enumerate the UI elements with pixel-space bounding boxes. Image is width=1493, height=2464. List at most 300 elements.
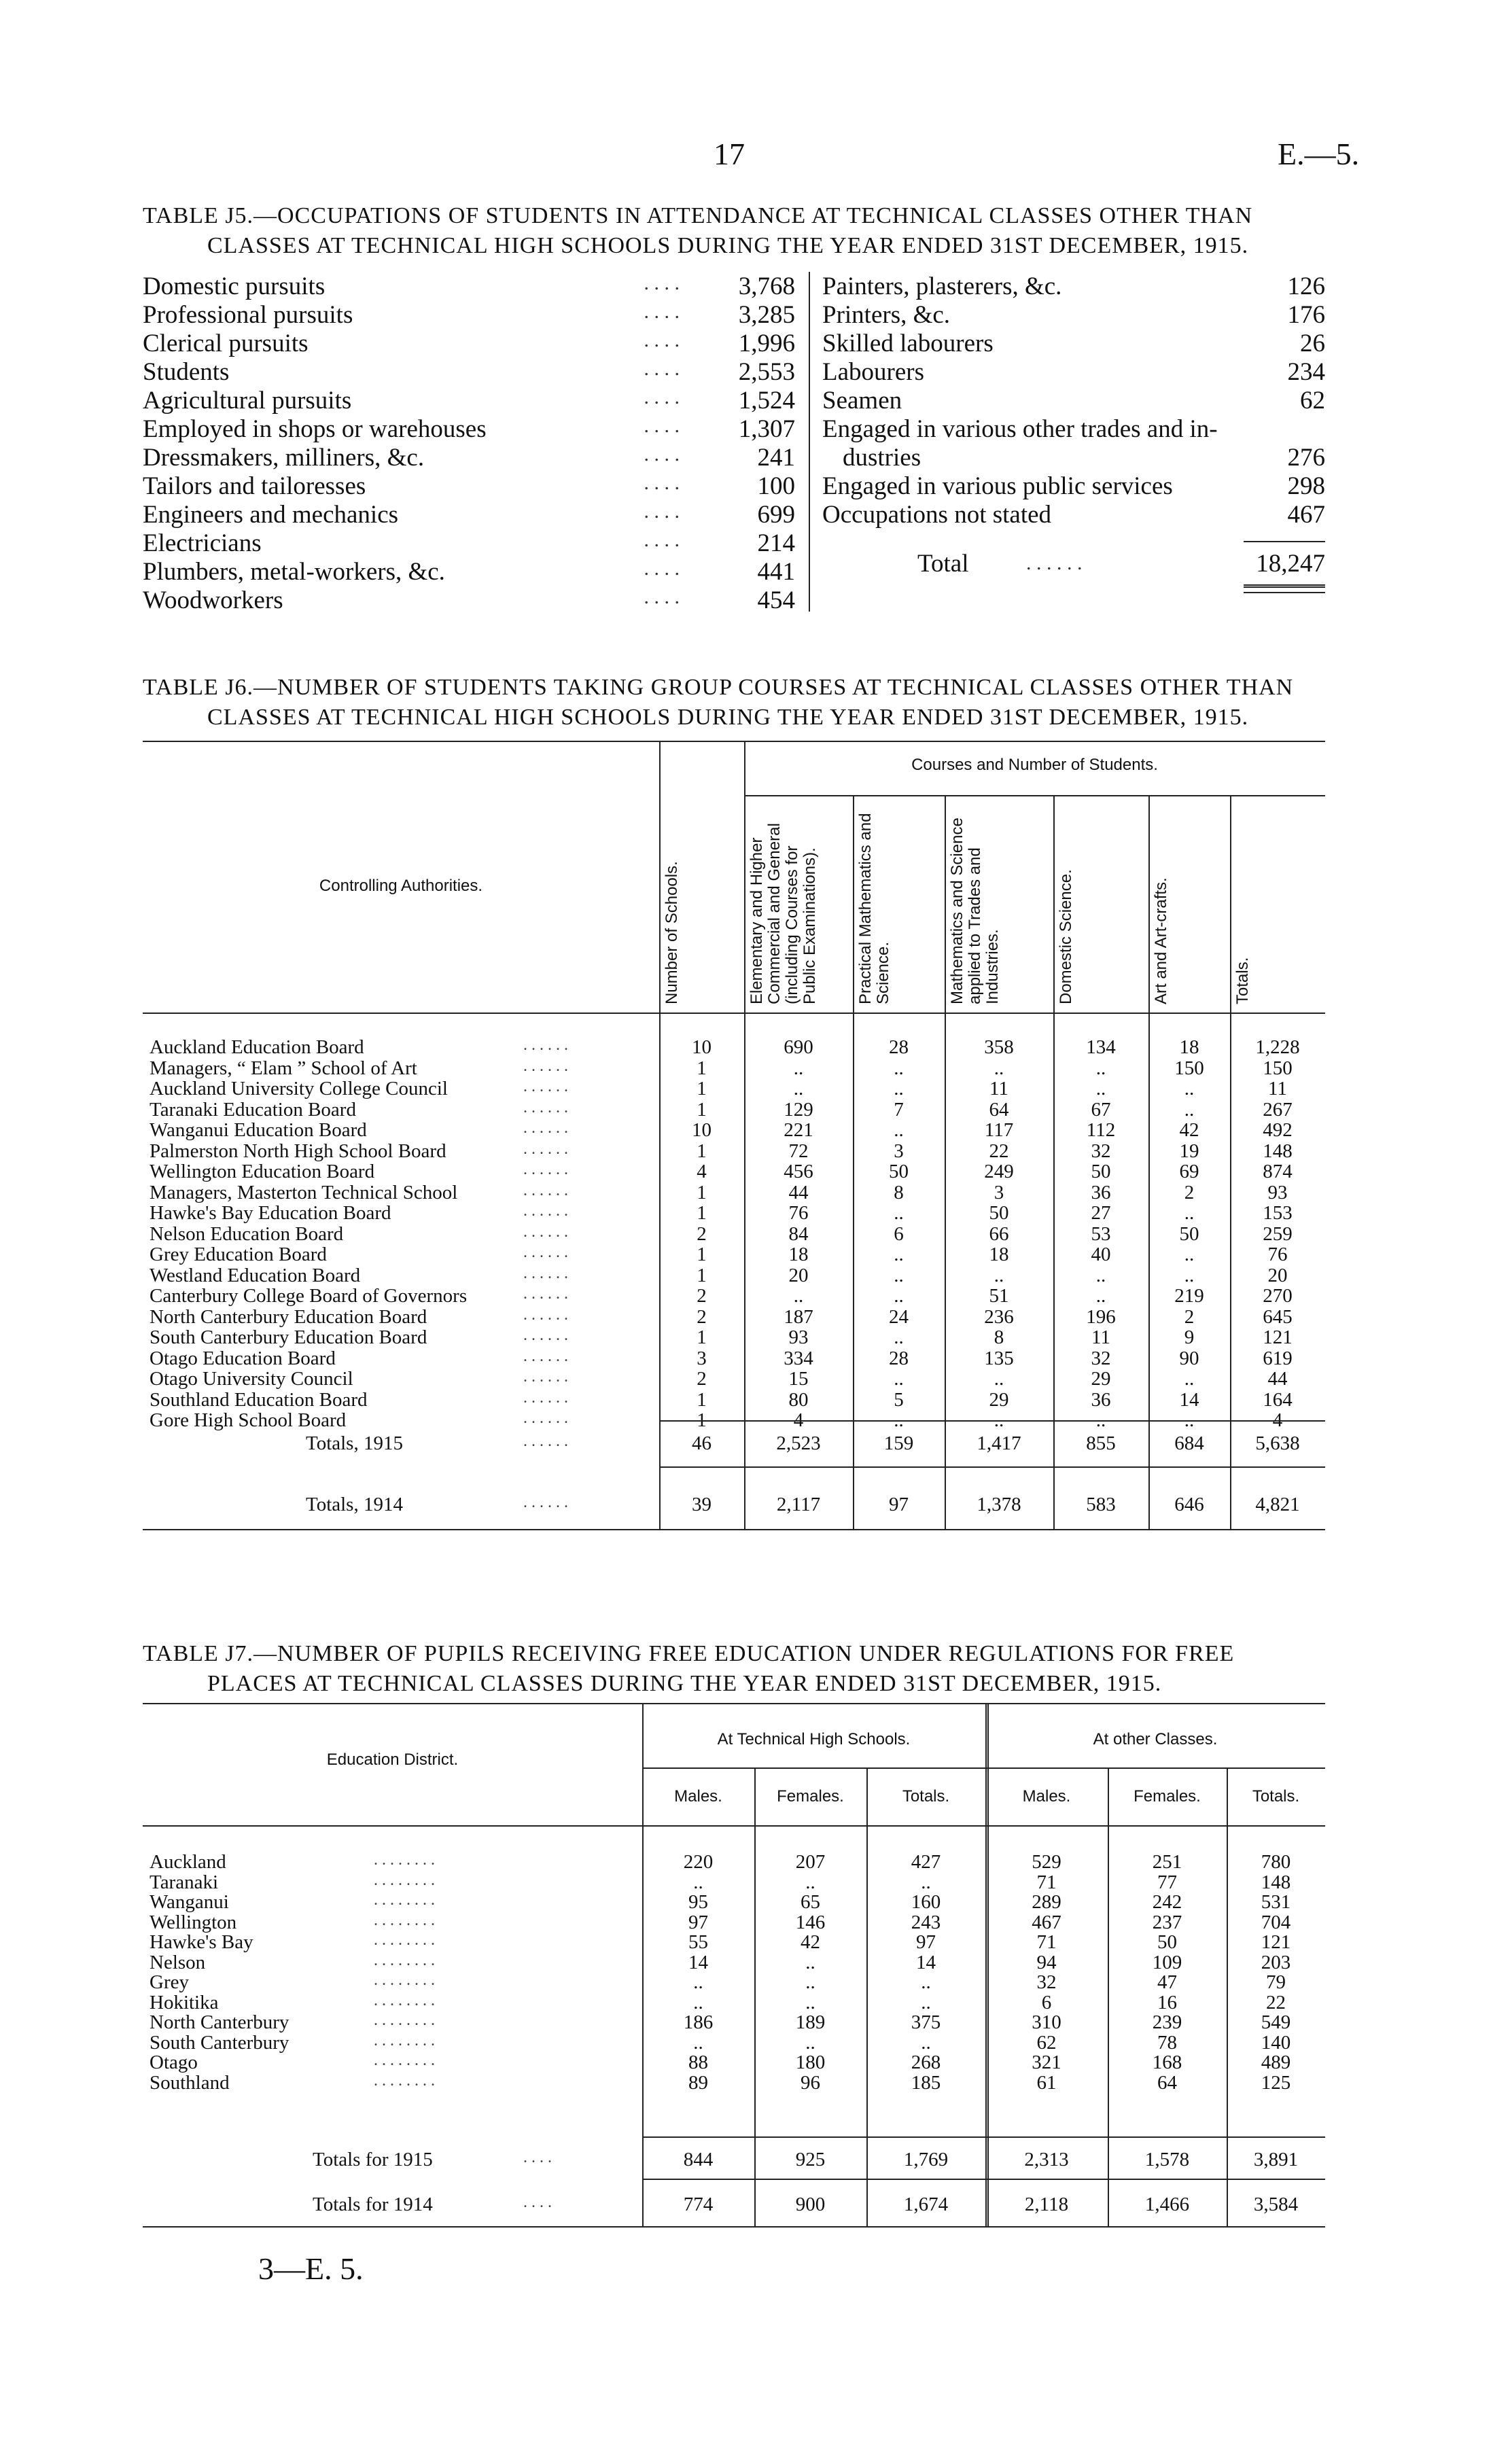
- j7-row-value: 375: [911, 2011, 941, 2033]
- j7-totals-1915-value: 2,313: [1024, 2149, 1069, 2170]
- footer-signature: 3—E. 5.: [258, 2251, 364, 2286]
- j5-left-dots: . . . .: [644, 500, 680, 523]
- j7-totals-1915-value: 925: [795, 2149, 826, 2170]
- j6-row-value: ..: [994, 1264, 1004, 1286]
- j6-row-dots: . . . . . .: [523, 1388, 568, 1407]
- j5-left-label: Plumbers, metal-workers, &c.: [143, 558, 445, 586]
- j7-row-district: South Canterbury: [150, 2031, 289, 2054]
- j5-left-dots: . . . .: [644, 415, 680, 437]
- j6-row-value: 2: [697, 1222, 707, 1245]
- j7-row-value: 146: [795, 1911, 826, 1933]
- j7-caption-line2: PLACES AT TECHNICAL CLASSES DURING THE YEAR ENDED 31ST DECEMBER, 1915.: [207, 1671, 1162, 1696]
- j6-row-value: ..: [1184, 1244, 1195, 1265]
- j6-col-totals: Totals.: [1233, 957, 1252, 1004]
- j7-row-value: ..: [693, 1971, 703, 1993]
- j6-row-dots: . . . . . .: [523, 1409, 568, 1427]
- j6-row-value: 492: [1263, 1119, 1293, 1141]
- j7-row-value: 321: [1032, 2052, 1061, 2073]
- j7-sub-vline: [1108, 1767, 1109, 1825]
- j7-totals-1915-value: 1,578: [1144, 2149, 1190, 2170]
- j6-header-vline: [1148, 795, 1150, 1013]
- j5-caption: [143, 201, 1325, 261]
- j6-row-value: 153: [1263, 1202, 1293, 1224]
- j7-row-value: ..: [921, 1991, 931, 2013]
- j7-row-value: 189: [795, 2011, 826, 2033]
- j6-row-value: 187: [784, 1305, 813, 1328]
- j6-row-value: 121: [1263, 1326, 1293, 1348]
- j6-row-value: ..: [1184, 1202, 1195, 1224]
- j5-left-dots: . . . .: [644, 272, 680, 294]
- j5-right-value: 62: [1300, 387, 1325, 415]
- j7-mid-rule: [642, 2179, 1325, 2180]
- j6-totals-1914-value: 646: [1174, 1494, 1204, 1515]
- j7-row-value: 186: [683, 2011, 714, 2033]
- j6-row-value: 1: [697, 1098, 707, 1121]
- j6-totals-1914-value: 39: [692, 1494, 712, 1515]
- j7-totals-1915-label: Totals for 1915: [313, 2149, 433, 2170]
- j5-right-label: dustries: [843, 444, 921, 472]
- j6-row-value: ..: [1095, 1264, 1106, 1286]
- j7-row-district: Taranaki: [150, 1871, 219, 1893]
- j7-row-value: 65: [801, 1891, 820, 1913]
- j7-row-value: 489: [1261, 2052, 1291, 2073]
- j6-row-value: 4: [1272, 1409, 1283, 1431]
- j6-row-dots: . . . . . .: [523, 1368, 568, 1386]
- j7-row-value: 160: [911, 1891, 941, 1913]
- j7-row-value: 203: [1261, 1951, 1291, 1973]
- j6-row-value: 1: [697, 1264, 707, 1286]
- j7-totals-1914-label: Totals for 1914: [313, 2194, 433, 2215]
- j6-row-value: 8: [894, 1181, 904, 1203]
- j6-row-value: ..: [793, 1057, 804, 1079]
- j7-totals-1914-value: 3,584: [1253, 2194, 1299, 2215]
- j6-row-dots: . . . . . .: [523, 1078, 568, 1095]
- j6-row-authority: Otago University Council: [150, 1368, 353, 1390]
- j7-totals-1915-dots: . . . .: [523, 2149, 552, 2166]
- j7-row-value: 140: [1261, 2031, 1291, 2054]
- j6-col-schools: Number of Schools.: [663, 861, 681, 1004]
- j7-header-vline: [642, 1703, 644, 1825]
- j6-row-value: 10: [692, 1119, 712, 1141]
- j6-header-vline: [853, 795, 854, 1013]
- j6-row-value: 53: [1091, 1222, 1111, 1245]
- j7-row-value: 121: [1261, 1931, 1291, 1953]
- j6-row-value: 267: [1263, 1098, 1293, 1121]
- j5-left-dots: . . . .: [644, 329, 680, 351]
- j6-row-value: ..: [1184, 1098, 1195, 1121]
- j7-totals-1914-value: 1,466: [1144, 2194, 1190, 2215]
- j5-left-dots: . . . .: [644, 586, 680, 608]
- j6-row-value: ..: [1184, 1409, 1195, 1431]
- j6-caption-line1: TABLE J6.—NUMBER OF STUDENTS TAKING GROUP COURSES AT TECHNICAL CLASSES OTHER THAN: [143, 675, 1294, 700]
- j6-row-value: 29: [989, 1388, 1009, 1411]
- j5-left-dots: . . . .: [644, 443, 680, 465]
- j6-row-value: 1: [697, 1388, 707, 1411]
- j6-row-value: 22: [989, 1140, 1009, 1162]
- j6-row-dots: . . . . . .: [523, 1305, 568, 1324]
- j5-caption-line1: TABLE J5.—OCCUPATIONS OF STUDENTS IN ATTENDANCE AT TECHNICAL CLASSES OTHER THAN: [143, 203, 1253, 228]
- j6-row-value: 90: [1179, 1347, 1199, 1369]
- j6-row-dots: . . . . . .: [523, 1057, 568, 1075]
- j7-row-value: ..: [693, 1871, 703, 1893]
- j6-row-value: 50: [1179, 1222, 1199, 1245]
- j6-row-value: 40: [1091, 1244, 1111, 1265]
- j6-row-value: 270: [1263, 1285, 1293, 1307]
- j6-row-value: 196: [1086, 1305, 1116, 1328]
- j6-row-value: 18: [788, 1244, 809, 1265]
- j7-row-dots: . . . . . . . .: [374, 1951, 435, 1969]
- j5-total-value: 18,247: [1256, 550, 1325, 578]
- j7-totals-rule: [642, 2136, 1325, 2138]
- j5-left-label: Tailors and tailoresses: [143, 472, 366, 500]
- j7-row-value: 95: [688, 1891, 708, 1913]
- j6-row-value: 690: [784, 1036, 813, 1058]
- j6-totals-1914-value: 1,378: [977, 1494, 1021, 1515]
- j6-col-art: Art and Art-crafts.: [1152, 877, 1170, 1004]
- j5-left-value: 1,524: [738, 387, 795, 415]
- j5-right-label: Labourers: [822, 358, 924, 386]
- j6-totals-rule: [659, 1420, 1325, 1422]
- j7-caption-line1: TABLE J7.—NUMBER OF PUPILS RECEIVING FREE EDUCATION UNDER REGULATIONS FOR FREE: [143, 1641, 1235, 1666]
- j6-row-value: 42: [1179, 1119, 1199, 1141]
- j6-row-value: 4: [697, 1161, 707, 1182]
- j7-totals-1915-value: 844: [683, 2149, 714, 2170]
- j7-row-value: 148: [1261, 1871, 1291, 1893]
- j6-row-value: 14: [1179, 1388, 1199, 1411]
- j7-row-value: 47: [1157, 1971, 1177, 1993]
- j6-row-value: 9: [1184, 1326, 1195, 1348]
- j7-row-value: 6: [1041, 1991, 1052, 2013]
- j6-row-value: 27: [1091, 1202, 1111, 1224]
- j7-totals-1915-value: 3,891: [1253, 2149, 1299, 2170]
- j5-right-value: 126: [1287, 272, 1325, 300]
- j6-row-value: 72: [788, 1140, 809, 1162]
- j6-row-authority: Canterbury College Board of Governors: [150, 1285, 468, 1307]
- j7-row-value: 467: [1032, 1911, 1061, 1933]
- j6-row-value: 1: [697, 1140, 707, 1162]
- j5-total-dots: . . . . . .: [1026, 552, 1083, 574]
- j6-row-value: ..: [994, 1057, 1004, 1079]
- j6-row-authority: South Canterbury Education Board: [150, 1326, 427, 1348]
- j5-right-value: 234: [1287, 358, 1325, 386]
- j6-row-value: 3: [994, 1181, 1004, 1203]
- j7-row-value: 239: [1152, 2011, 1182, 2033]
- j7-row-value: 64: [1157, 2071, 1177, 2094]
- j6-row-authority: Otago Education Board: [150, 1347, 336, 1369]
- j5-left-label: Agricultural pursuits: [143, 387, 352, 415]
- j6-row-value: ..: [894, 1057, 904, 1079]
- j5-left-dots: . . . .: [644, 472, 680, 494]
- j5-left-label: Engineers and mechanics: [143, 501, 399, 529]
- j6-row-value: 1: [697, 1326, 707, 1348]
- j6-row-dots: . . . . . .: [523, 1181, 568, 1199]
- j5-right-label: Seamen: [822, 387, 902, 415]
- j7-row-value: 94: [1036, 1951, 1057, 1973]
- j6-col-authority: Controlling Authorities.: [319, 877, 483, 895]
- document-code: E.—5.: [1278, 137, 1360, 171]
- page-number: 17: [714, 137, 745, 171]
- j6-row-dots: . . . . . .: [523, 1264, 568, 1282]
- j6-row-value: 1,228: [1255, 1036, 1300, 1058]
- j6-row-dots: . . . . . .: [523, 1098, 568, 1116]
- j6-row-value: 2: [1184, 1181, 1195, 1203]
- j6-row-value: 32: [1091, 1140, 1111, 1162]
- j6-row-authority: Westland Education Board: [150, 1264, 361, 1286]
- j7-row-dots: . . . . . . . .: [374, 1911, 435, 1929]
- j6-row-value: 1: [697, 1244, 707, 1265]
- j6-row-value: 1: [697, 1078, 707, 1099]
- j7-group-rule: [642, 1767, 1325, 1769]
- j6-row-value: ..: [894, 1244, 904, 1265]
- j6-row-value: 2: [697, 1285, 707, 1307]
- j6-row-value: 50: [1091, 1161, 1111, 1182]
- j7-row-value: ..: [805, 1951, 815, 1973]
- j7-row-district: North Canterbury: [150, 2011, 289, 2033]
- j5-table: [143, 272, 1325, 612]
- j6-row-value: ..: [1095, 1057, 1106, 1079]
- j6-row-value: ..: [1184, 1368, 1195, 1390]
- j5-left-label: Electricians: [143, 529, 262, 557]
- j6-header-vline: [1230, 795, 1231, 1013]
- j7-header-bottom-rule: [143, 1825, 1325, 1827]
- j7-row-value: ..: [805, 2031, 815, 2054]
- j6-row-value: 150: [1263, 1057, 1293, 1079]
- j5-total-label: Total: [917, 550, 969, 578]
- j6-row-value: 84: [788, 1222, 809, 1245]
- j7-row-dots: . . . . . . . .: [374, 2071, 435, 2090]
- j6-header-vline: [659, 741, 661, 1013]
- j6-row-dots: . . . . . .: [523, 1119, 568, 1137]
- j5-left-value: 214: [757, 529, 795, 557]
- j6-row-value: 11: [989, 1078, 1008, 1099]
- j5-left-value: 100: [757, 472, 795, 500]
- j6-row-value: 15: [788, 1368, 809, 1390]
- j7-row-value: 97: [688, 1911, 708, 1933]
- j7-row-dots: . . . . . . . .: [374, 2011, 435, 2029]
- j6-row-value: ..: [894, 1264, 904, 1286]
- j6-row-value: 93: [788, 1326, 809, 1348]
- j6-row-authority: Wanganui Education Board: [150, 1119, 367, 1141]
- j5-left-label: Dressmakers, milliners, &c.: [143, 444, 425, 472]
- j7-row-dots: . . . . . . . .: [374, 1871, 435, 1889]
- j5-left-label: Employed in shops or warehouses: [143, 415, 487, 443]
- j6-group-header: Courses and Number of Students.: [911, 756, 1158, 774]
- j5-left-value: 1,307: [738, 415, 795, 443]
- j6-row-value: 50: [889, 1161, 909, 1182]
- j6-row-value: ..: [793, 1078, 804, 1099]
- j6-row-value: ..: [1095, 1409, 1106, 1431]
- j6-row-value: ..: [1095, 1078, 1106, 1099]
- j5-total-rule: [1244, 541, 1325, 542]
- j7-row-dots: . . . . . . . .: [374, 1971, 435, 1989]
- j6-row-value: ..: [994, 1368, 1004, 1390]
- j6-row-value: 619: [1263, 1347, 1293, 1369]
- j6-row-value: 164: [1263, 1388, 1293, 1411]
- j7-table: [143, 1703, 1325, 2247]
- j6-row-value: 112: [1086, 1119, 1116, 1141]
- j7-totals-1915-value: 1,769: [903, 2149, 949, 2170]
- j6-totals-1914-dots: . . . . . .: [523, 1494, 568, 1511]
- j6-row-value: 67: [1091, 1098, 1111, 1121]
- j6-row-value: 76: [788, 1202, 809, 1224]
- j5-right-value: 276: [1287, 444, 1325, 472]
- j7-group2-header: At other Classes.: [1093, 1730, 1218, 1748]
- j6-totals-1915-value: 1,417: [977, 1432, 1021, 1454]
- j5-left-value: 241: [757, 444, 795, 472]
- j6-row-authority: Palmerston North High School Board: [150, 1140, 446, 1162]
- j7-bottom-rule: [143, 2226, 1325, 2228]
- j7-sub-header: Males.: [1022, 1787, 1071, 1806]
- j6-col-elementary: Elementary and Higher Commercial and General (including Courses for Public Examinations).: [748, 823, 819, 1004]
- j6-row-value: 6: [894, 1222, 904, 1245]
- j7-row-value: 71: [1036, 1871, 1057, 1893]
- j5-right-label: Engaged in various public services: [822, 472, 1173, 500]
- j7-row-value: 50: [1157, 1931, 1177, 1953]
- j7-row-value: 16: [1157, 1991, 1177, 2013]
- j5-left-value: 1,996: [738, 330, 795, 357]
- j5-right-value: 26: [1300, 330, 1325, 357]
- j7-sub-vline: [866, 1767, 868, 1825]
- j7-sub-header: Females.: [777, 1787, 844, 1806]
- j5-left-label: Students: [143, 358, 230, 386]
- j7-row-dots: . . . . . . . .: [374, 1991, 435, 2009]
- j7-row-district: Hawke's Bay: [150, 1931, 253, 1953]
- j6-col-domestic: Domestic Science.: [1057, 869, 1075, 1004]
- j6-row-value: 1: [697, 1409, 707, 1431]
- j7-row-value: 109: [1152, 1951, 1182, 1973]
- j6-row-value: 80: [788, 1388, 809, 1411]
- j7-row-value: 289: [1032, 1891, 1061, 1913]
- j5-left-label: Domestic pursuits: [143, 272, 326, 300]
- j6-row-value: ..: [994, 1409, 1004, 1431]
- j6-row-value: ..: [894, 1202, 904, 1224]
- j6-table: [143, 741, 1325, 1597]
- j6-row-value: 4: [793, 1409, 804, 1431]
- j7-row-district: Grey: [150, 1971, 189, 1993]
- j5-right-value: 298: [1287, 472, 1325, 500]
- j6-row-value: 18: [1179, 1036, 1199, 1058]
- j7-row-value: 14: [688, 1951, 708, 1973]
- j5-right-label: Printers, &c.: [822, 301, 951, 329]
- j7-row-value: 88: [688, 2052, 708, 2073]
- j7-row-value: ..: [921, 1971, 931, 1993]
- j6-row-value: 24: [889, 1305, 909, 1328]
- j6-row-value: 10: [692, 1036, 712, 1058]
- j7-row-district: Auckland: [150, 1851, 226, 1873]
- j6-row-authority: Auckland University College Council: [150, 1078, 448, 1099]
- j6-row-authority: Managers, Masterton Technical School: [150, 1181, 458, 1203]
- j6-totals-1914-label: Totals, 1914: [306, 1494, 403, 1515]
- j6-row-value: 51: [989, 1285, 1009, 1307]
- j6-row-value: ..: [1184, 1078, 1195, 1099]
- j6-bottom-rule: [143, 1529, 1325, 1530]
- j7-row-value: 529: [1032, 1851, 1061, 1873]
- j7-row-value: 79: [1266, 1971, 1286, 1993]
- j6-row-value: 2: [697, 1368, 707, 1390]
- j6-row-value: 66: [989, 1222, 1009, 1245]
- j7-row-dots: . . . . . . . .: [374, 2031, 435, 2049]
- j6-row-value: 11: [1091, 1326, 1110, 1348]
- j5-right-value: 176: [1287, 301, 1325, 329]
- j7-row-value: 14: [916, 1951, 936, 1973]
- j6-row-authority: Taranaki Education Board: [150, 1098, 356, 1121]
- j5-left-dots: . . . .: [644, 529, 680, 551]
- j6-row-value: 20: [1267, 1264, 1288, 1286]
- j6-totals-1915-value: 159: [883, 1432, 914, 1454]
- j6-totals-1914-value: 97: [889, 1494, 909, 1515]
- j6-row-value: 150: [1174, 1057, 1204, 1079]
- j7-row-district: Wanganui: [150, 1891, 229, 1913]
- j7-row-value: 22: [1266, 1991, 1286, 2013]
- j7-row-value: 42: [801, 1931, 820, 1953]
- j6-row-value: 28: [889, 1036, 909, 1058]
- j6-row-dots: . . . . . .: [523, 1285, 568, 1303]
- j7-row-value: 89: [688, 2071, 708, 2094]
- j5-right-label: Skilled labourers: [822, 330, 994, 357]
- j6-row-value: ..: [894, 1078, 904, 1099]
- j6-row-value: ..: [793, 1285, 804, 1307]
- j6-row-value: 28: [889, 1347, 909, 1369]
- j7-row-value: 780: [1261, 1851, 1291, 1873]
- j7-totals-1914-value: 1,674: [903, 2194, 949, 2215]
- j6-mid-rule: [659, 1466, 1325, 1468]
- j7-row-value: 237: [1152, 1911, 1182, 1933]
- j7-row-value: 185: [911, 2071, 941, 2094]
- j6-row-value: 134: [1086, 1036, 1116, 1058]
- j7-row-dots: . . . . . . . .: [374, 2052, 435, 2069]
- j6-row-value: 7: [894, 1098, 904, 1121]
- j7-row-dots: . . . . . . . .: [374, 1851, 435, 1869]
- j7-row-value: 32: [1036, 1971, 1057, 1993]
- j5-left-label: Professional pursuits: [143, 301, 353, 329]
- j6-row-value: 236: [984, 1305, 1014, 1328]
- j6-row-authority: Managers, “ Elam ” School of Art: [150, 1057, 417, 1079]
- j7-sub-vline: [754, 1767, 756, 1825]
- j6-row-value: ..: [1184, 1264, 1195, 1286]
- j6-row-value: 44: [1267, 1368, 1288, 1390]
- j7-row-value: 242: [1152, 1891, 1182, 1913]
- j6-row-dots: . . . . . .: [523, 1036, 568, 1054]
- j7-row-value: ..: [921, 1871, 931, 1893]
- j6-row-value: 18: [989, 1244, 1009, 1265]
- j6-row-value: 259: [1263, 1222, 1293, 1245]
- j6-row-value: 1: [697, 1181, 707, 1203]
- j6-totals-1915-value: 684: [1174, 1432, 1204, 1454]
- j5-left-dots: . . . .: [644, 300, 680, 323]
- j7-row-value: 268: [911, 2052, 941, 2073]
- j6-row-dots: . . . . . .: [523, 1326, 568, 1344]
- j6-row-dots: . . . . . .: [523, 1140, 568, 1158]
- j6-row-authority: North Canterbury Education Board: [150, 1305, 427, 1328]
- j6-row-value: ..: [894, 1368, 904, 1390]
- j6-row-value: 69: [1179, 1161, 1199, 1182]
- j7-row-dots: . . . . . . . .: [374, 1931, 435, 1949]
- j6-totals-1914-value: 583: [1086, 1494, 1116, 1515]
- j6-header-bottom-rule: [143, 1013, 1325, 1014]
- j6-row-authority: Auckland Education Board: [150, 1036, 364, 1058]
- j6-totals-1915-value: 46: [692, 1432, 712, 1454]
- j6-row-authority: Nelson Education Board: [150, 1222, 344, 1245]
- j6-row-dots: . . . . . .: [523, 1202, 568, 1220]
- j7-row-value: 427: [911, 1851, 941, 1873]
- j6-totals-1915-value: 2,523: [776, 1432, 821, 1454]
- j7-row-value: 125: [1261, 2071, 1291, 2094]
- j5-left-dots: . . . .: [644, 557, 680, 580]
- j6-row-value: 645: [1263, 1305, 1293, 1328]
- j5-left-label: Woodworkers: [143, 586, 283, 614]
- j5-left-value: 441: [757, 558, 795, 586]
- j7-row-value: 251: [1152, 1851, 1182, 1873]
